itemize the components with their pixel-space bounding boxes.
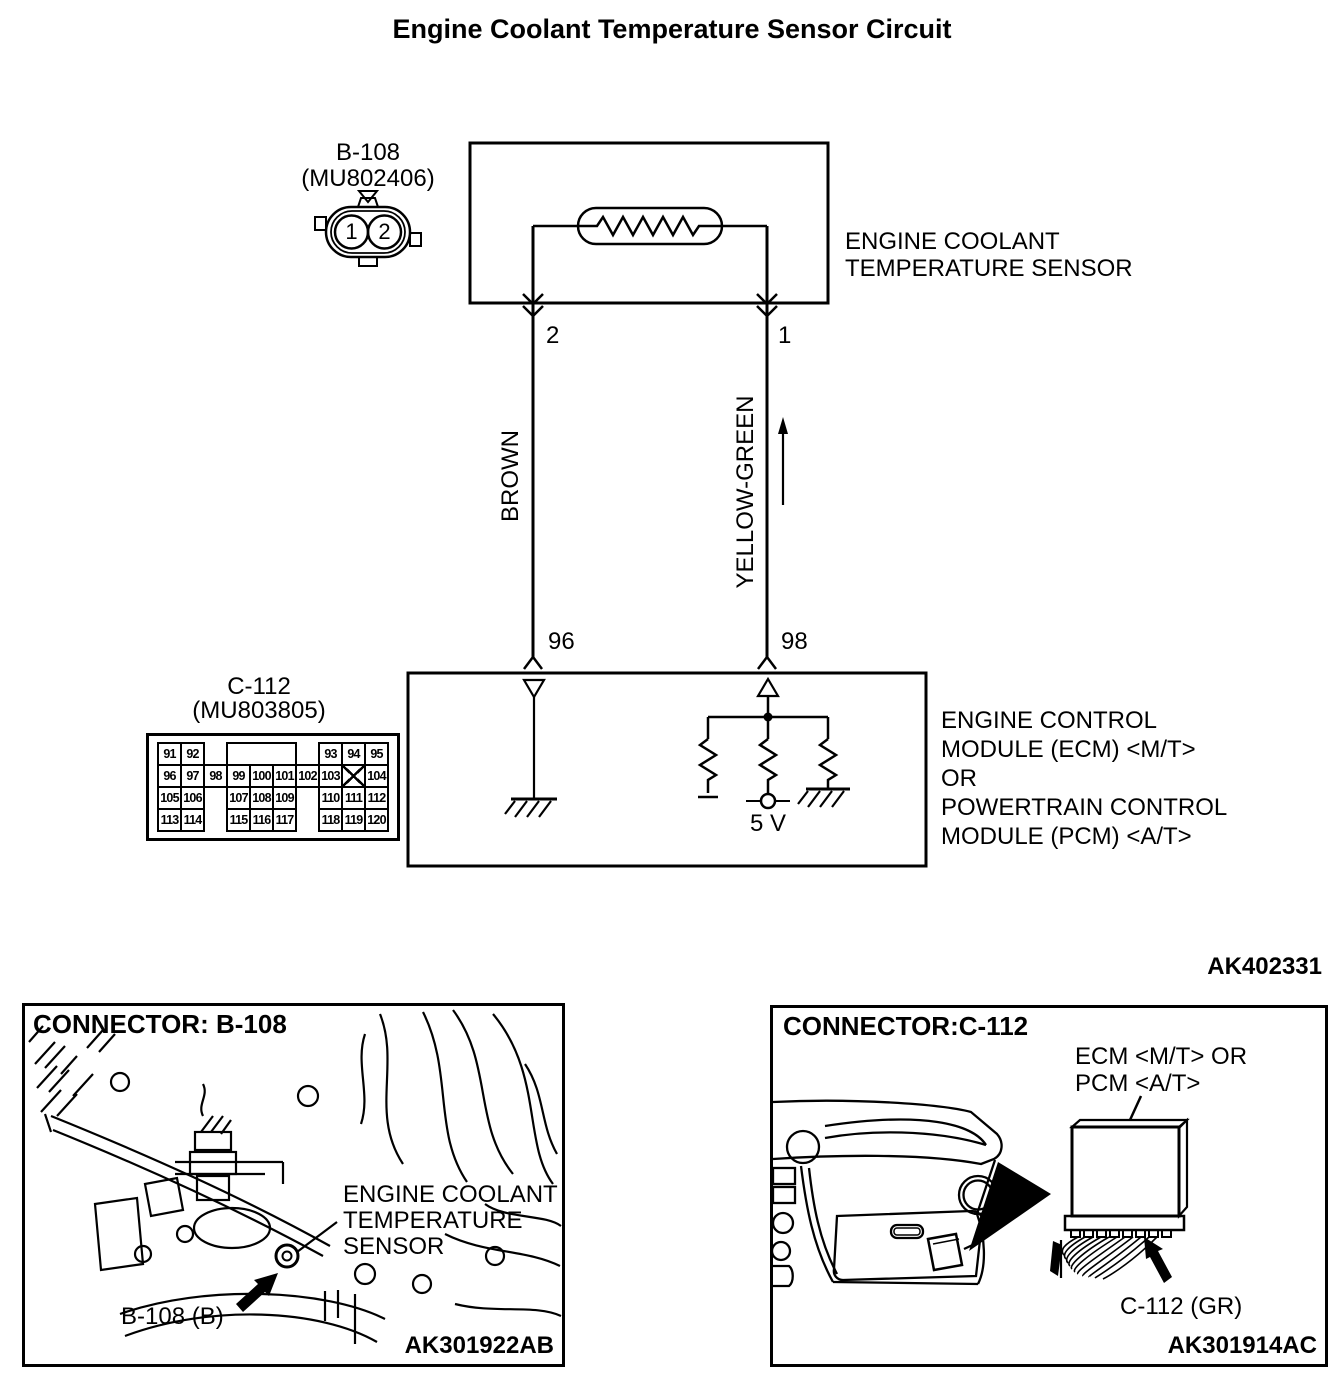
panel-b108-callout: B-108 (B) [121,1303,224,1330]
connector-c112-name: C-112 [227,673,291,700]
page-title: Engine Coolant Temperature Sensor Circuit [392,14,952,44]
panel-c112-callout: C-112 (GR) [1120,1293,1243,1320]
pin-cell: 92 [181,743,204,765]
wire-right-pin-label: 1 [778,322,792,349]
ecm-label [941,706,1227,851]
ecm-box [408,673,926,866]
panel-c112-module-line2: PCM <A/T> [1075,1070,1201,1097]
ecm-module-drawing [1065,1120,1187,1237]
pin-cell: 112 [365,787,388,809]
pin-cell: 104 [365,765,388,787]
schematic-ref-code: AK402331 [1207,953,1322,980]
connector-b108-name: B-108 [335,139,401,166]
pin-cell: 120 [365,809,388,831]
sensor-label-line2: TEMPERATURE SENSOR [845,255,1133,282]
thermistor-symbol [533,208,767,244]
pin-gap [296,743,319,765]
panel-b108-title: CONNECTOR: B-108 [33,1009,287,1039]
panel-b108-sensor-line2: TEMPERATURE [343,1207,523,1234]
ecm-5v-network [698,679,850,808]
pin-cell: 101 [273,765,296,787]
pin-gap [204,787,227,809]
ecm-label-line1: ENGINE CONTROL [941,707,1158,734]
pin-gap [204,809,227,831]
pin-blank-cell [227,743,296,765]
wire-brown [523,226,543,669]
ecm-label-line4: POWERTRAIN CONTROL [941,794,1228,821]
pin-gap [296,787,319,809]
ecm-ground-branch [505,680,557,817]
pin-crossed-cell [342,765,365,787]
pin-cell: 114 [181,809,204,831]
pin-cell: 111 [342,787,365,809]
b108-connector-icon [315,191,421,266]
ecm-label-line3: OR [941,765,977,792]
engine-sketch [29,1010,561,1344]
panel-b108-sensor-line3: SENSOR [343,1233,445,1260]
panel-c112-module-line1: ECM <M/T> OR [1075,1043,1248,1070]
wire-color-yellow-green-label: YELLOW-GREEN [732,395,759,589]
sensor-label-line1: ENGINE COOLANT [845,228,1060,255]
connector-c112-part-no: (MU803805) [192,697,326,724]
pin-cell: 95 [365,743,388,765]
coolant-sensor-mark [276,1245,298,1267]
pin-grid-row2 [158,765,388,787]
pin-cell: 116 [250,809,273,831]
b108-pin-2: 2 [378,219,391,244]
pin-cell: 100 [250,765,273,787]
b108-pin-1: 1 [345,219,358,244]
harness-wires [1061,1237,1157,1279]
pin-cell: 118 [319,809,342,831]
sensor-box [470,143,828,303]
pin-cell: 97 [181,765,204,787]
pin-cell: 107 [227,787,250,809]
connector-b108-part-no: (MU802406) [301,165,435,192]
pin-cell: 110 [319,787,342,809]
pin-cell: 93 [319,743,342,765]
pin-grid-row4 [158,809,388,831]
wire-yellow-green [757,226,777,669]
panel-connector-c112 [770,1005,1328,1367]
pin-cell: 99 [227,765,250,787]
pin-gap [204,743,227,765]
pin-cell: 98 [204,765,227,787]
panel-b108-sensor-line1: ENGINE COOLANT [343,1181,558,1208]
pin-cell: 115 [227,809,250,831]
terminal-96-label: 96 [548,628,575,655]
pin-cell: 103 [319,765,342,787]
pin-cell: 117 [273,809,296,831]
pin-cell: 105 [158,787,181,809]
pin-grid-row3 [158,787,388,809]
pin-cell: 109 [273,787,296,809]
pin-cell: 91 [158,743,181,765]
panel-b108-ref-code: AK301922AB [404,1332,554,1360]
panel-connector-b108 [22,1003,565,1367]
c112-pin-grid [146,733,400,841]
pin-cell: 96 [158,765,181,787]
supply-5v-label: 5 V [749,810,787,837]
flow-direction-arrow [778,417,788,505]
pin-cell: 113 [158,809,181,831]
ecm-label-line5: MODULE (PCM) <A/T> [941,823,1192,850]
pin-cell: 94 [342,743,365,765]
wire-left-pin-label: 2 [546,322,560,349]
wire-color-brown-label: BROWN [497,430,524,522]
ecm-label-line2: MODULE (ECM) <M/T> [941,736,1196,763]
panel-c112-title: CONNECTOR:C-112 [783,1011,1029,1041]
pin-cell: 102 [296,765,319,787]
pin-cell: 106 [181,787,204,809]
pin-cell: 108 [250,787,273,809]
c112-arrow [1144,1237,1172,1283]
pin-grid-row1 [158,743,388,765]
pin-gap [296,809,319,831]
pin-cell: 119 [342,809,365,831]
panel-c112-ref-code: AK301914AC [1167,1332,1317,1360]
location-arrow [236,1273,278,1312]
terminal-98-label: 98 [781,628,808,655]
